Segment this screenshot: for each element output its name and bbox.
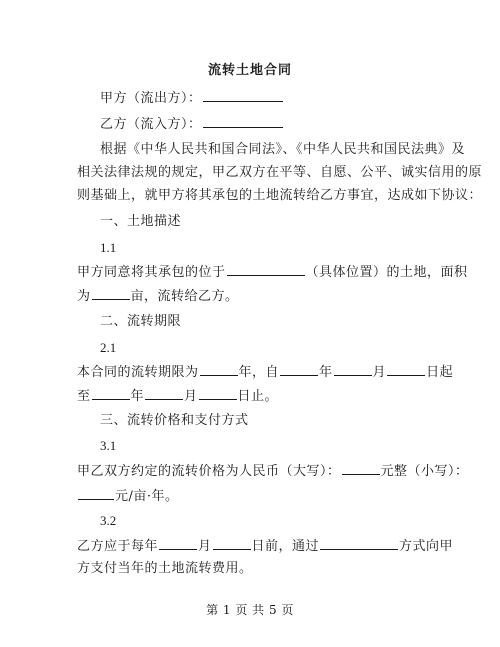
party-b-line xyxy=(100,114,284,134)
party-a-line xyxy=(100,88,284,108)
price-numeric-blank[interactable] xyxy=(78,486,114,500)
pay-day-blank[interactable] xyxy=(213,536,251,550)
clause-2-1-number: 2.1 xyxy=(100,340,117,355)
clause-3-2-text-a: 乙方应于每年 xyxy=(77,539,159,554)
clause-2-1-text-d: 月 xyxy=(372,365,387,380)
clause-3-2-line-2: 方支付当年的土地流转费用。 xyxy=(77,561,253,576)
clause-3-1-text-c: 元/亩·年。 xyxy=(115,489,179,504)
start-year-blank[interactable] xyxy=(280,362,318,376)
clause-1-1-text-c: 为 xyxy=(77,289,91,304)
party-b-label: 乙方（流入方）： xyxy=(100,117,202,132)
clause-3-1-text-b: 元整（小写）： xyxy=(380,464,469,479)
intro-line-1: 根据《中华人民共和国合同法》、《中华人民共和国民法典》及 xyxy=(100,142,466,157)
clause-2-1-text-a: 本合同的流转期限为 xyxy=(77,365,199,380)
end-month-blank[interactable] xyxy=(145,386,183,400)
area-blank[interactable] xyxy=(92,286,130,300)
pay-month-blank[interactable] xyxy=(159,536,197,550)
section-2-heading: 二、流转期限 xyxy=(100,314,182,329)
end-day-blank[interactable] xyxy=(199,386,237,400)
clause-3-2-text-d: 方式向甲 xyxy=(399,539,454,554)
clause-2-1-text-g: 年 xyxy=(130,389,145,404)
start-month-blank[interactable] xyxy=(334,362,372,376)
page-footer: 第 1 页 共 5 页 xyxy=(206,603,294,617)
price-capital-blank[interactable] xyxy=(342,461,380,475)
clause-2-1-text-c: 年 xyxy=(319,365,333,380)
document-title: 流转土地合同 xyxy=(207,63,292,78)
party-a-blank[interactable] xyxy=(203,88,283,102)
party-b-blank[interactable] xyxy=(203,114,283,128)
end-year-blank[interactable] xyxy=(92,386,130,400)
term-years-blank[interactable] xyxy=(200,362,238,376)
clause-2-1-line-2 xyxy=(77,386,278,406)
clause-2-1-line-1 xyxy=(77,362,453,382)
clause-1-1-line-1 xyxy=(77,262,468,282)
clause-3-1-line-1 xyxy=(77,461,469,481)
clause-3-1-line-2 xyxy=(77,486,179,506)
clause-2-1-text-b: 年，自 xyxy=(238,365,280,380)
clause-2-1-text-h: 月 xyxy=(184,389,198,404)
clause-1-1-line-2 xyxy=(77,286,239,306)
clause-1-1-text-a: 甲方同意将其承包的位于 xyxy=(77,265,226,280)
section-3-heading: 三、流转价格和支付方式 xyxy=(100,413,249,428)
clause-2-1-text-f: 至 xyxy=(77,389,91,404)
pay-method-blank[interactable] xyxy=(320,536,398,550)
clause-3-1-number: 3.1 xyxy=(100,438,117,453)
clause-3-2-line-1 xyxy=(77,536,453,556)
clause-1-1-text-d: 亩，流转给乙方。 xyxy=(130,289,239,304)
clause-3-2-text-c: 日前，通过 xyxy=(251,539,320,554)
clause-3-1-text-a: 甲乙双方约定的流转价格为人民币（大写）： xyxy=(77,464,341,479)
party-a-label: 甲方（流出方）： xyxy=(100,91,202,106)
intro-line-3: 则基础上，就甲方将其承包的土地流转给乙方事宜，达成如下协议： xyxy=(77,188,483,203)
clause-1-1-number: 1.1 xyxy=(100,240,117,255)
intro-line-2: 相关法律法规的规定，甲乙双方在平等、自愿、公平、诚实信用的原 xyxy=(77,165,483,180)
clause-3-2-text-b: 月 xyxy=(198,539,212,554)
start-day-blank[interactable] xyxy=(387,362,425,376)
section-1-heading: 一、土地描述 xyxy=(100,214,182,229)
clause-2-1-text-e: 日起 xyxy=(426,365,454,380)
clause-1-1-text-b: （具体位置）的土地，面积 xyxy=(305,265,468,280)
clause-2-1-text-i: 日止。 xyxy=(237,389,279,404)
clause-3-2-number: 3.2 xyxy=(100,513,117,528)
location-blank[interactable] xyxy=(227,262,305,276)
